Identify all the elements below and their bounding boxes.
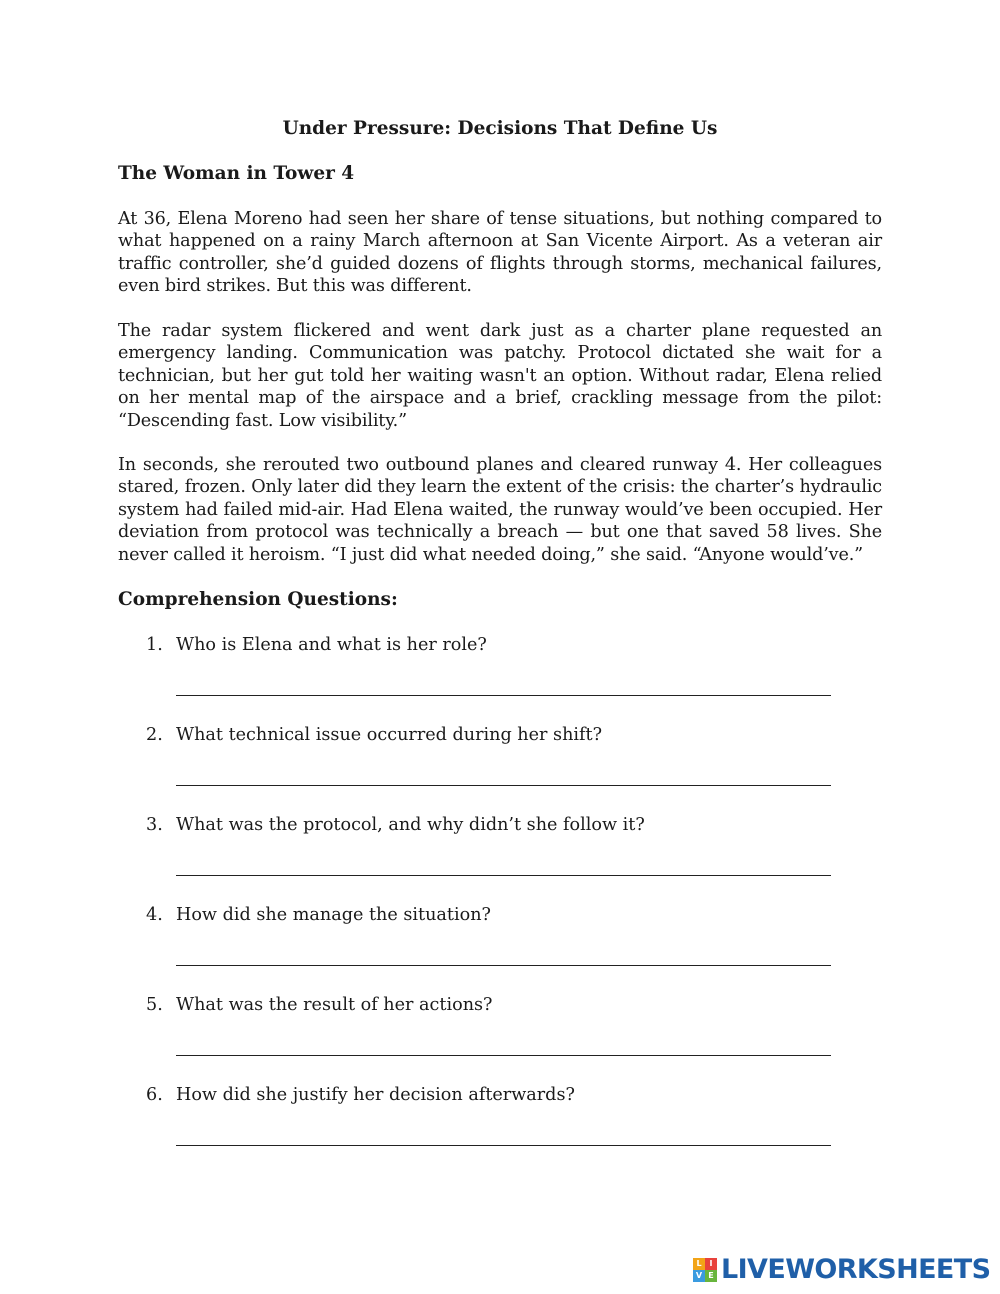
question-text: Who is Elena and what is her role? [176, 635, 487, 655]
question-number: 5. [146, 995, 163, 1015]
answer-field-5[interactable] [176, 1055, 831, 1056]
liveworksheets-brand [693, 1255, 990, 1285]
question-item [146, 993, 846, 1073]
story-paragraph: The radar system flickered and went dark just as a charter plane requested an emergency landing. Communication was patchy. Protocol dictated she wait for a technician, but her gut told her waiting wasn't an option. Without radar, Elena relied on her mental map of the airspace and a brief, crackling message from the pilot: “Descending fast. Low visibility.” [118, 321, 882, 431]
answer-field-4[interactable] [176, 965, 831, 966]
question-text: What technical issue occurred during her shift? [176, 725, 603, 745]
question-item [146, 813, 846, 893]
answer-field-1[interactable] [176, 695, 831, 696]
document-title: Under Pressure: Decisions That Define Us [282, 118, 718, 139]
question-number: 1. [146, 635, 163, 655]
question-text: What was the result of her actions? [176, 995, 493, 1015]
question-item [146, 1083, 846, 1163]
question-number: 6. [146, 1085, 163, 1105]
question-item [146, 723, 846, 803]
question-number: 4. [146, 905, 163, 925]
answer-field-6[interactable] [176, 1145, 831, 1146]
question-text: How did she justify her decision afterwards? [176, 1085, 575, 1105]
story-paragraph: At 36, Elena Moreno had seen her share of tense situations, but nothing compared to what happened on a rainy March afternoon at San Vicente Airport. As a veteran air traffic controller, she’d guided dozens of flights through storms, mechanical failures, even bird strikes. But this was different. [118, 209, 882, 297]
answer-field-2[interactable] [176, 785, 831, 786]
question-item [146, 903, 846, 983]
question-text: How did she manage the situation? [176, 905, 491, 925]
story-paragraph: In seconds, she rerouted two outbound planes and cleared runway 4. Her colleagues stared, frozen. Only later did they learn the extent of the crisis: the charter’s hydraulic system had failed mid-air. Had Elena waited, the runway would’ve been occupied. Her deviation from protocol was technically a breach — but one that saved 58 lives. She never called it heroism. “I just did what needed doing,” she said. “Anyone would’ve.” [118, 455, 882, 565]
liveworksheets-logo-icon: L I V E [693, 1258, 717, 1282]
question-text: What was the protocol, and why didn’t she follow it? [176, 815, 645, 835]
question-number: 3. [146, 815, 163, 835]
story-heading: The Woman in Tower 4 [118, 163, 355, 184]
questions-heading: Comprehension Questions: [118, 589, 398, 610]
brand-name: LIVEWORKSHEETS [721, 1254, 991, 1285]
question-number: 2. [146, 725, 163, 745]
answer-field-3[interactable] [176, 875, 831, 876]
question-item [146, 633, 846, 713]
